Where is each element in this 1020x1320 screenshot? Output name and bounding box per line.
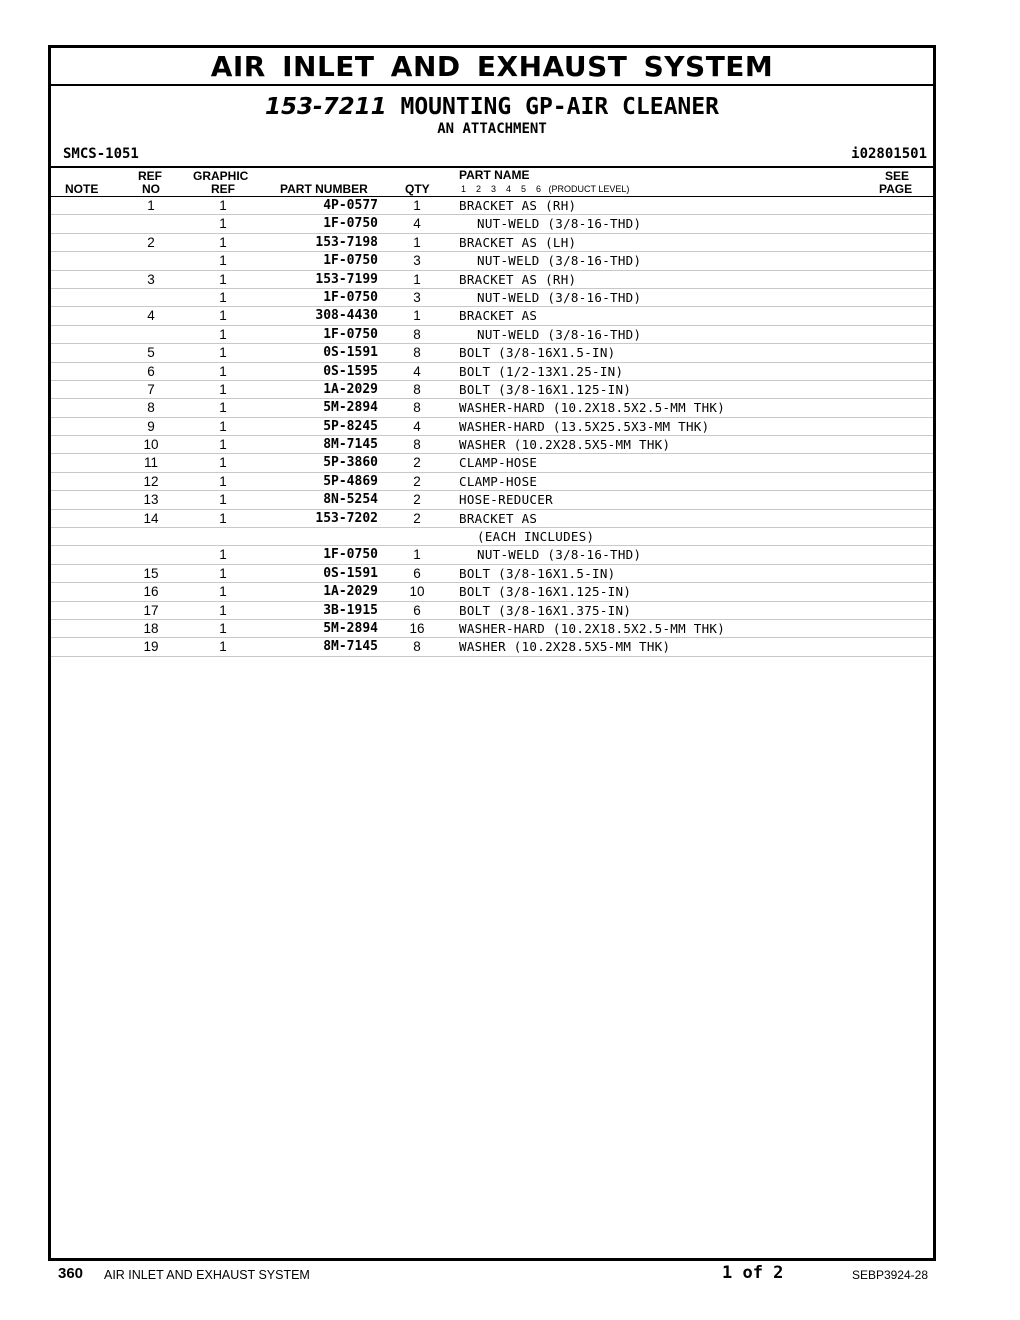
header-product-levels: 1 2 3 4 5 6 (PRODUCT LEVEL) <box>461 184 630 194</box>
ref-no: 9 <box>147 418 155 434</box>
table-row <box>51 215 933 233</box>
quantity: 1 <box>413 198 421 213</box>
header-part-name: PART NAME <box>459 168 530 182</box>
part-name: WASHER-HARD (13.5X25.5X3-MM THK) <box>459 418 710 434</box>
graphic-ref: 1 <box>219 289 227 305</box>
graphic-ref: 1 <box>219 381 227 397</box>
part-name: WASHER (10.2X28.5X5-MM THK) <box>459 437 671 453</box>
table-row <box>51 528 933 546</box>
part-number: 1F-0750 <box>323 326 378 342</box>
smcs-row <box>51 144 933 166</box>
quantity: 2 <box>413 473 421 489</box>
quantity: 8 <box>413 381 421 397</box>
footer-page-of: 1 of 2 <box>722 1263 784 1283</box>
part-name: BOLT (3/8-16X1.5-IN) <box>459 565 616 581</box>
header-graphic-ref-bottom: REF <box>211 182 235 196</box>
part-name: BRACKET AS <box>459 510 538 526</box>
graphic-ref: 1 <box>219 547 227 563</box>
ref-no: 10 <box>143 437 159 453</box>
ref-no: 17 <box>143 602 159 618</box>
part-name: NUT-WELD (3/8-16-THD) <box>477 289 642 305</box>
ref-no: 14 <box>143 510 159 526</box>
footer-page-number: 360 <box>58 1265 84 1282</box>
ref-no: 16 <box>143 584 159 600</box>
footer-document: SEBP3924-28 <box>851 1268 928 1282</box>
graphic-ref: 1 <box>219 253 227 269</box>
part-name: BOLT (1/2-13X1.25-IN) <box>459 363 624 379</box>
quantity: 6 <box>413 565 421 581</box>
quantity: 8 <box>413 345 421 361</box>
quantity: 2 <box>413 510 421 526</box>
system-title: AIR INLET AND EXHAUST SYSTEM <box>51 48 933 86</box>
part-number: 1A-2029 <box>323 381 378 397</box>
graphic-ref: 1 <box>219 345 227 361</box>
part-number: 5P-3860 <box>323 455 378 471</box>
part-name: BOLT (3/8-16X1.125-IN) <box>459 381 632 397</box>
quantity: 8 <box>413 639 421 655</box>
graphic-ref: 1 <box>219 584 227 600</box>
table-row <box>51 473 933 491</box>
part-number: 4P-0577 <box>323 198 378 213</box>
graphic-ref: 1 <box>219 437 227 453</box>
part-number: 3B-1915 <box>323 602 378 618</box>
table-row <box>51 546 933 564</box>
part-number: 0S-1595 <box>323 363 378 379</box>
quantity: 4 <box>413 363 421 379</box>
quantity: 10 <box>409 584 425 600</box>
table-row <box>51 363 933 381</box>
table-header <box>51 166 933 197</box>
group-name: MOUNTING GP-AIR CLEANER <box>400 94 719 120</box>
part-name: CLAMP-HOSE <box>459 473 538 489</box>
graphic-ref: 1 <box>219 271 227 287</box>
table-row <box>51 583 933 601</box>
quantity: 2 <box>413 455 421 471</box>
group-part-number: 153-7211 <box>265 94 387 120</box>
table-row <box>51 620 933 638</box>
graphic-ref: 1 <box>219 473 227 489</box>
ref-no: 12 <box>143 473 159 489</box>
ref-no: 5 <box>147 345 155 361</box>
part-name: WASHER (10.2X28.5X5-MM THK) <box>459 639 671 655</box>
ref-no: 19 <box>143 639 159 655</box>
table-row <box>51 602 933 620</box>
part-name: BRACKET AS (LH) <box>459 234 577 250</box>
quantity: 3 <box>413 253 421 269</box>
header-note: NOTE <box>65 182 99 196</box>
part-name: NUT-WELD (3/8-16-THD) <box>477 547 642 563</box>
part-name: WASHER-HARD (10.2X18.5X2.5-MM THK) <box>459 620 726 636</box>
header-qty: QTY <box>405 182 430 196</box>
part-name: HOSE-REDUCER <box>459 492 553 508</box>
ref-no: 4 <box>147 308 155 324</box>
ref-no: 13 <box>143 492 159 508</box>
part-number: 308-4430 <box>315 308 378 324</box>
part-number: 0S-1591 <box>323 345 378 361</box>
part-name: WASHER-HARD (10.2X18.5X2.5-MM THK) <box>459 400 726 416</box>
quantity: 8 <box>413 326 421 342</box>
ref-no: 11 <box>143 455 158 471</box>
part-number: 1A-2029 <box>323 584 378 600</box>
header-graphic-ref-top: GRAPHIC <box>193 169 249 183</box>
ref-no: 15 <box>143 565 159 581</box>
part-name: BRACKET AS <box>459 308 538 324</box>
quantity: 6 <box>413 602 421 618</box>
table-row <box>51 326 933 344</box>
part-name: BRACKET AS (RH) <box>459 198 577 213</box>
part-number: 1F-0750 <box>323 216 378 232</box>
part-number: 5P-8245 <box>323 418 378 434</box>
graphic-ref: 1 <box>219 639 227 655</box>
table-row <box>51 252 933 270</box>
ref-no: 1 <box>147 198 155 213</box>
graphic-ref: 1 <box>219 234 227 250</box>
group-title <box>51 94 933 120</box>
parts-table-body <box>51 197 933 657</box>
quantity: 4 <box>413 418 421 434</box>
quantity: 8 <box>413 437 421 453</box>
header-ref-no-bottom: NO <box>142 182 160 196</box>
graphic-ref: 1 <box>219 363 227 379</box>
part-number: 1F-0750 <box>323 253 378 269</box>
graphic-ref: 1 <box>219 620 227 636</box>
graphic-ref: 1 <box>219 308 227 324</box>
graphic-ref: 1 <box>219 216 227 232</box>
part-name: BOLT (3/8-16X1.125-IN) <box>459 584 632 600</box>
part-name: NUT-WELD (3/8-16-THD) <box>477 326 642 342</box>
graphic-ref: 1 <box>219 492 227 508</box>
table-row <box>51 565 933 583</box>
table-row <box>51 454 933 472</box>
quantity: 1 <box>413 234 421 250</box>
ref-no: 7 <box>147 381 155 397</box>
header-part-number: PART NUMBER <box>280 182 368 196</box>
smcs-code: SMCS-1051 <box>63 146 139 162</box>
footer-section: AIR INLET AND EXHAUST SYSTEM <box>104 1268 310 1282</box>
part-number: 153-7199 <box>315 271 378 287</box>
part-name: NUT-WELD (3/8-16-THD) <box>477 216 642 232</box>
quantity: 4 <box>413 216 421 232</box>
graphic-ref: 1 <box>219 326 227 342</box>
ref-no: 8 <box>147 400 155 416</box>
header-see-page-bottom: PAGE <box>879 182 913 196</box>
graphic-ref: 1 <box>219 400 227 416</box>
part-number: 1F-0750 <box>323 547 378 563</box>
quantity: 2 <box>413 492 421 508</box>
graphic-ref: 1 <box>219 602 227 618</box>
page-footer <box>58 1265 928 1285</box>
part-number: 8N-5254 <box>323 492 378 508</box>
quantity: 1 <box>413 308 421 324</box>
graphic-ref: 1 <box>219 418 227 434</box>
group-subtitle: AN ATTACHMENT <box>437 121 547 137</box>
part-number: 1F-0750 <box>323 289 378 305</box>
part-number: 5M-2894 <box>323 400 378 416</box>
table-row <box>51 418 933 436</box>
ref-no: 18 <box>143 620 159 636</box>
table-row <box>51 234 933 252</box>
table-row <box>51 197 933 215</box>
part-number: 153-7202 <box>315 510 378 526</box>
part-name: BOLT (3/8-16X1.5-IN) <box>459 345 616 361</box>
table-row <box>51 510 933 528</box>
part-number: 8M-7145 <box>323 437 378 453</box>
part-number: 5M-2894 <box>323 620 378 636</box>
part-name: CLAMP-HOSE <box>459 455 538 471</box>
page-frame <box>48 45 936 1261</box>
graphic-ref: 1 <box>219 198 227 213</box>
part-name: NUT-WELD (3/8-16-THD) <box>477 253 642 269</box>
table-row <box>51 491 933 509</box>
part-number: 153-7198 <box>315 234 378 250</box>
table-row <box>51 436 933 454</box>
table-row <box>51 307 933 325</box>
table-row <box>51 271 933 289</box>
table-row <box>51 638 933 656</box>
graphic-ref: 1 <box>219 455 227 471</box>
table-row <box>51 399 933 417</box>
table-row <box>51 381 933 399</box>
part-name: BRACKET AS (RH) <box>459 271 577 287</box>
quantity: 1 <box>413 547 421 563</box>
graphic-ref: 1 <box>219 510 227 526</box>
part-number: 0S-1591 <box>323 565 378 581</box>
part-name: (EACH INCLUDES) <box>477 529 595 545</box>
table-row <box>51 344 933 362</box>
document-id: i02801501 <box>851 146 927 162</box>
part-number: 5P-4869 <box>323 473 378 489</box>
table-row <box>51 289 933 307</box>
quantity: 3 <box>413 289 421 305</box>
header-ref-no-top: REF <box>138 169 162 183</box>
ref-no: 6 <box>147 363 155 379</box>
quantity: 1 <box>413 271 421 287</box>
part-number: 8M-7145 <box>323 639 378 655</box>
graphic-ref: 1 <box>219 565 227 581</box>
quantity: 8 <box>413 400 421 416</box>
ref-no: 2 <box>147 234 155 250</box>
ref-no: 3 <box>147 271 155 287</box>
header-see-page-top: SEE <box>885 169 910 183</box>
part-name: BOLT (3/8-16X1.375-IN) <box>459 602 632 618</box>
quantity: 16 <box>409 620 425 636</box>
